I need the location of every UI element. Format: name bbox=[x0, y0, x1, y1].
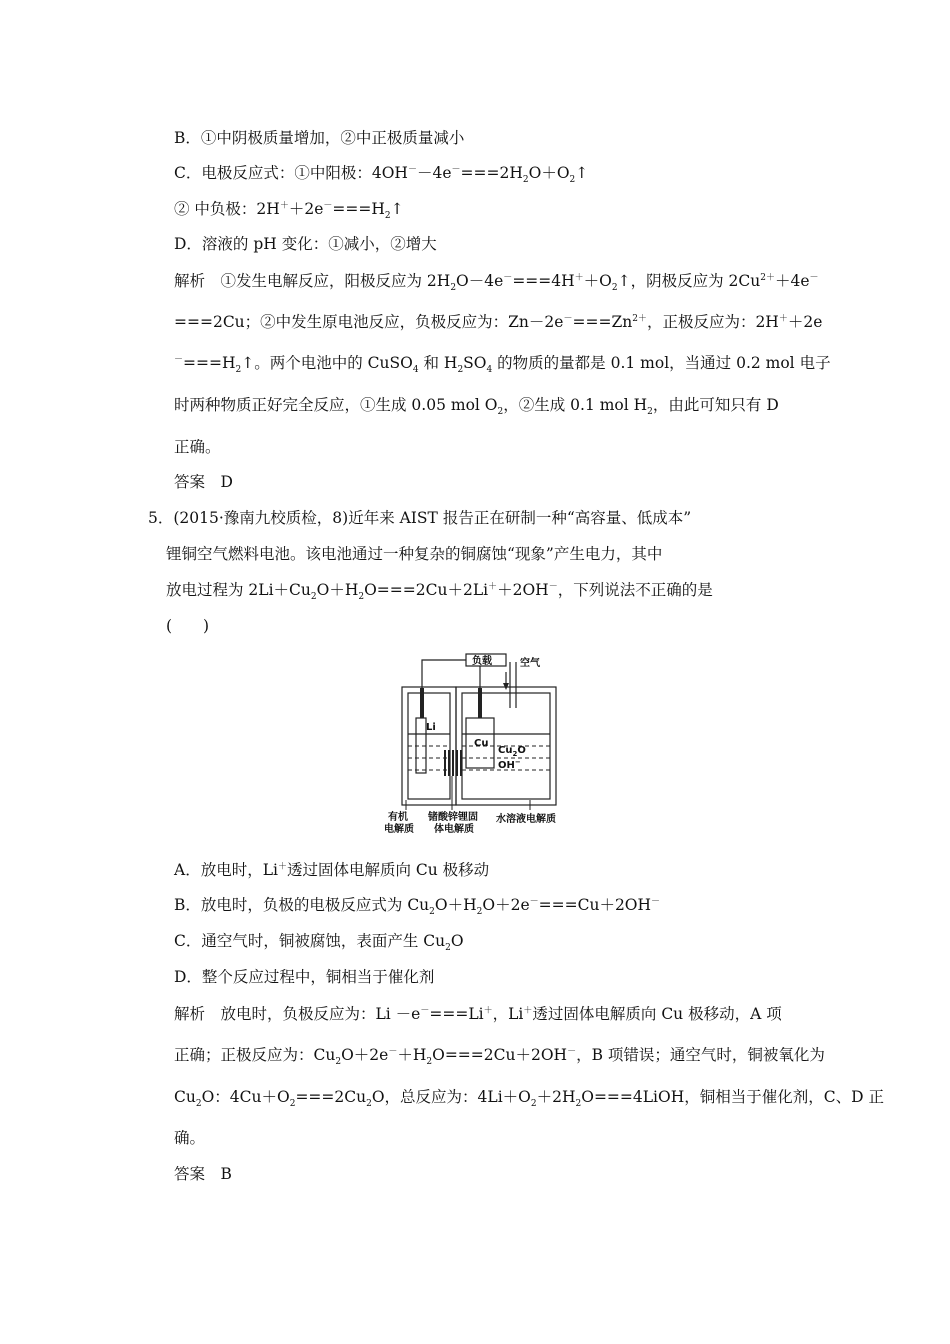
q5-option-d: D．整个反应过程中，铜相当于催化剂 bbox=[174, 968, 435, 986]
q4-option-c: C．电极反应式：①中阳极：$4OH^--4e^-===2H_2O+O_2↑$ bbox=[174, 164, 589, 186]
q5-stem-line3: 放电过程为 $2Li+Cu_2O+H_2O===2Cu+2Li^++2OH^-$，下列说法不正确的是 bbox=[166, 581, 713, 603]
q4-analysis-line5: 正确。 bbox=[174, 438, 221, 456]
cu-lead bbox=[478, 688, 482, 718]
q5-answer: 答案 B bbox=[174, 1165, 232, 1183]
q5-analysis-line1: 解析 放电时，负极反应为：Li －e－===Li＋，Li＋透过固体电解质向 Cu 极移动，A 项 bbox=[174, 1005, 782, 1023]
li-lead bbox=[420, 688, 424, 718]
solid-label-1: 锗酸锌锂固 bbox=[428, 812, 478, 823]
q4-answer: 答案 D bbox=[174, 473, 233, 491]
q5-stem-line2: 锂铜空气燃料电池。该电池通过一种复杂的铜腐蚀“现象”产生电力，其中 bbox=[166, 545, 663, 563]
battery-diagram bbox=[380, 650, 580, 835]
q4-option-d: D．溶液的 pH 变化：①减小，②增大 bbox=[174, 235, 437, 253]
q5-option-b: B．放电时，负极的电极反应式为 $Cu_2O+H_2O+2e^-===Cu+2OH^-$ bbox=[174, 896, 661, 918]
aqueous-label: 水溶液电解质 bbox=[496, 814, 556, 825]
organic-label-2: 电解质 bbox=[384, 824, 414, 835]
solid-label-2: 体电解质 bbox=[434, 824, 474, 835]
load-label: 负载 bbox=[472, 656, 492, 667]
q4-option-b: B．①中阴极质量增加，②中正极质量减小 bbox=[174, 129, 465, 147]
air-label: 空气 bbox=[520, 658, 540, 669]
q4-analysis-line3: $^-===H_2↑$。两个电池中的 CuSO$_4$ 和 $H_2SO_4$ 的物质的量都是 0.1 mol，当通过 0.2 mol 电子 bbox=[174, 354, 831, 376]
cu-label: Cu bbox=[474, 738, 489, 749]
q5-option-c: C．通空气时，铜被腐蚀，表面产生 $Cu_2O$ bbox=[174, 932, 464, 954]
li-label: Li bbox=[426, 722, 436, 733]
organic-label-1: 有机 bbox=[388, 812, 408, 823]
q4-analysis-line4: 时两种物质正好完全反应，①生成 0.05 mol $O_2$，②生成 0.1 mol $H_2$，由此可知只有 D bbox=[174, 396, 779, 418]
q5-analysis-line4: 确。 bbox=[174, 1129, 206, 1147]
q4-option-c-line2: ② 中负极：$2H^++2e^-===H_2↑$ bbox=[174, 200, 404, 222]
cu2o-label: $Cu_2O$ bbox=[498, 745, 526, 758]
oh-label: OH− bbox=[498, 758, 521, 771]
q5-analysis-line2: 正确；正极反应为：$Cu_2O+2e^-+H_2O===2Cu+2OH^-$，B 项错误；通空气时，铜被氧化为 bbox=[174, 1046, 825, 1068]
q5-stem-line1: 5．(2015·豫南九校质检，8)近年来 AIST 报告正在研制一种“高容量、低成本” bbox=[148, 509, 692, 527]
q4-analysis-line1: 解析 ①发生电解反应，阳极反应为 $2H_2O-4e^-===4H^++O_2↑$，阴极反应为 $2Cu^{2+}+4e^-$ bbox=[174, 272, 819, 294]
q5-answer-paren: ( ) bbox=[166, 617, 210, 635]
q5-analysis-line3: $Cu_2O$：$4Cu+O_2===2Cu_2O$，总反应为：$4Li+O_2+2H_2O===4LiOH$，铜相当于催化剂，C、D 正 bbox=[174, 1088, 884, 1110]
solid-electrolyte bbox=[444, 750, 462, 776]
battery-diagram-svg bbox=[380, 650, 580, 835]
external-wire bbox=[422, 660, 480, 718]
q4-analysis-line2: ===2Cu；②中发生原电池反应，负极反应为：$Zn-2e^-===Zn^{2+}$，正极反应为：2H＋＋2e bbox=[174, 313, 823, 331]
q5-option-a: A．放电时，Li＋透过固体电解质向 Cu 极移动 bbox=[174, 861, 490, 879]
